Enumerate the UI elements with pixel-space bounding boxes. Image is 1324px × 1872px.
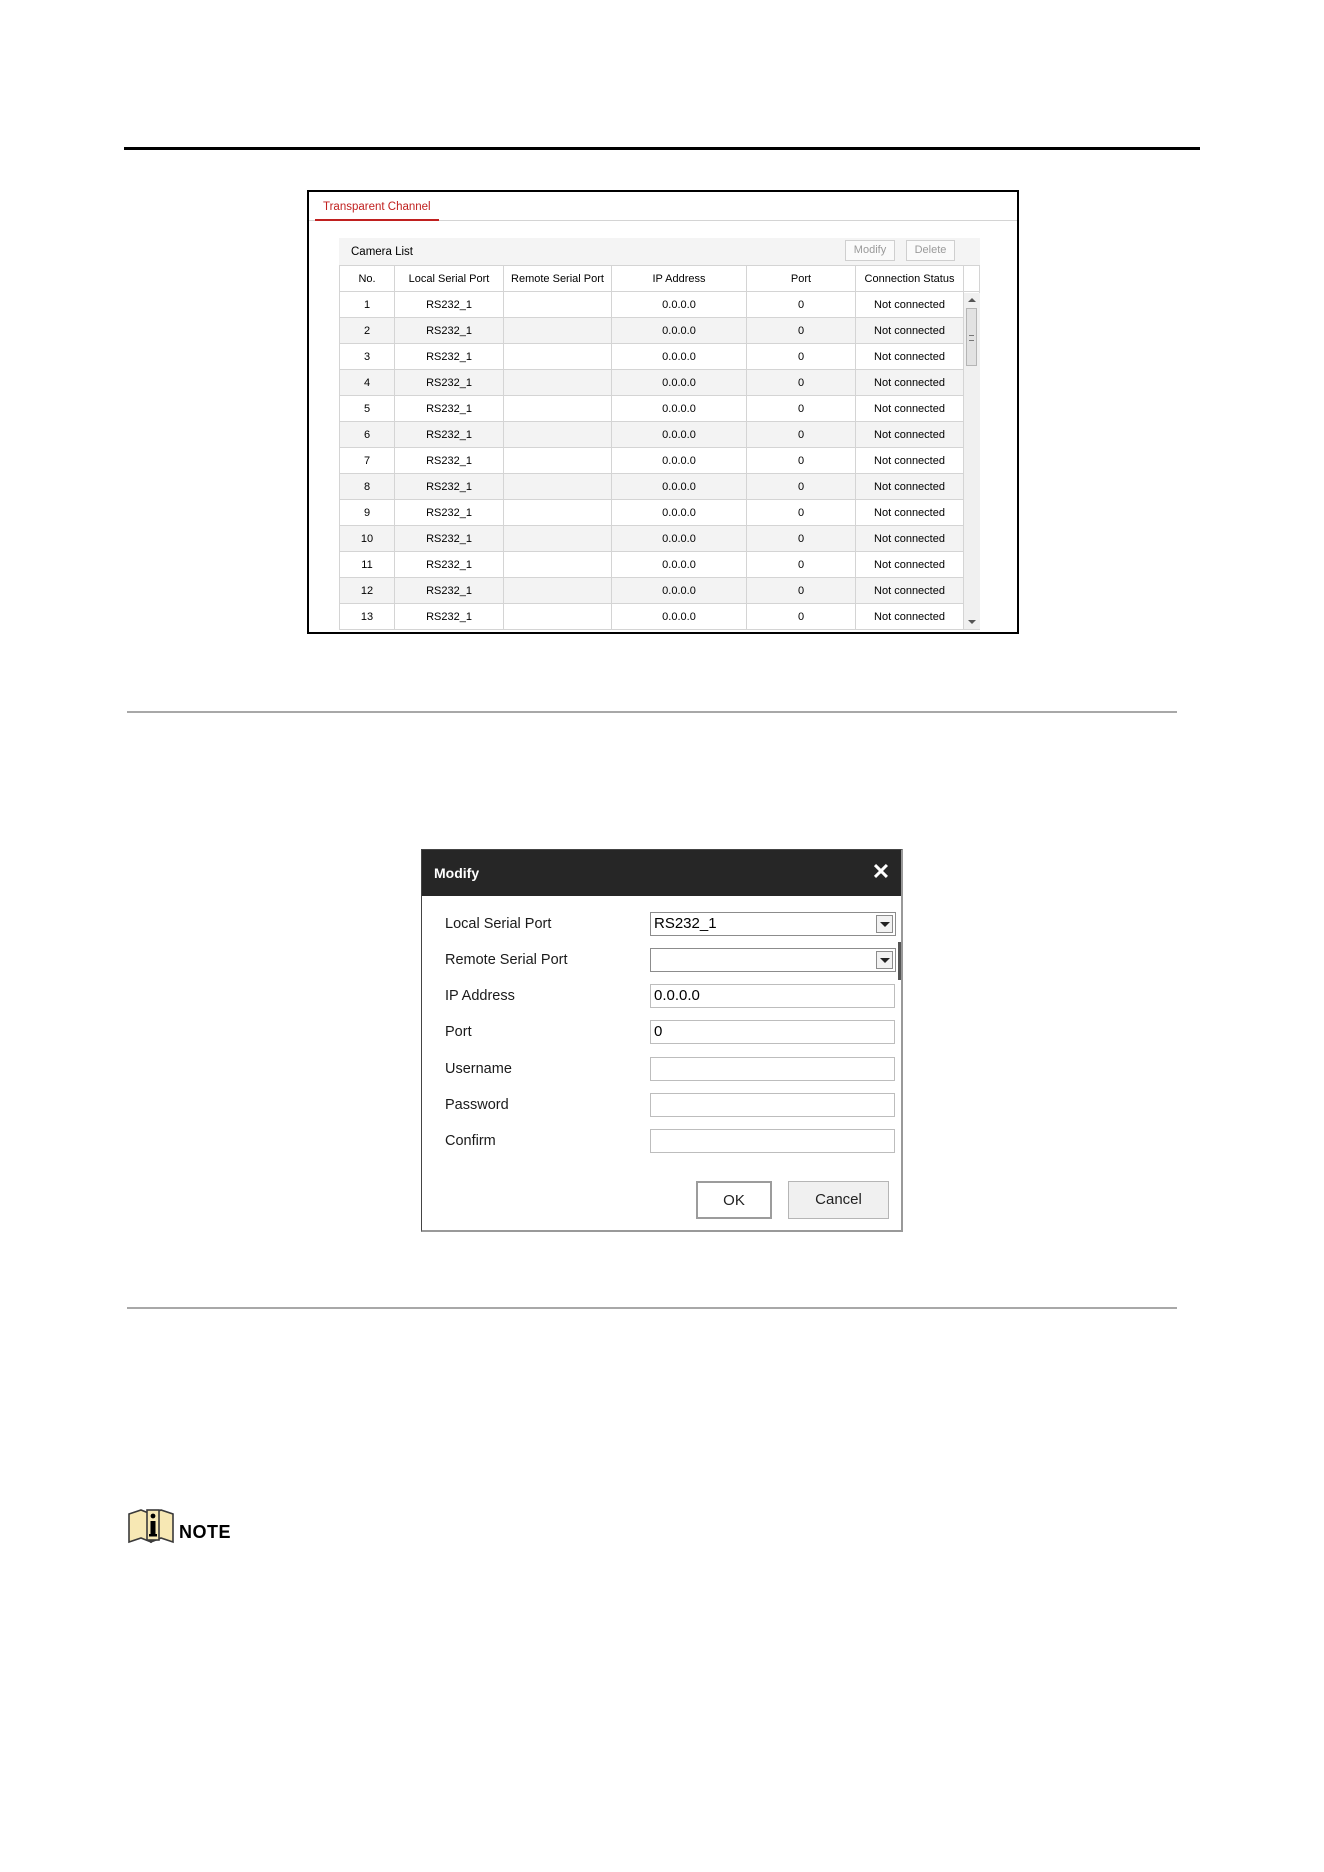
cell-local-serial-port: RS232_1 (395, 344, 504, 370)
cell-port: 0 (747, 396, 856, 422)
cell-remote-serial-port (504, 344, 612, 370)
port-input[interactable]: 0 (650, 1020, 895, 1044)
cell-connection-status: Not connected (856, 292, 964, 318)
ip-address-label: IP Address (445, 988, 515, 1004)
cell-port: 0 (747, 318, 856, 344)
chevron-down-icon[interactable] (876, 915, 893, 933)
cell-ip-address: 0.0.0.0 (612, 318, 747, 344)
table-row[interactable] (340, 370, 980, 396)
confirm-row (445, 1129, 885, 1155)
cell-connection-status: Not connected (856, 578, 964, 604)
username-label: Username (445, 1061, 512, 1077)
cell-no: 3 (340, 344, 395, 370)
cell-ip-address: 0.0.0.0 (612, 526, 747, 552)
cell-connection-status: Not connected (856, 500, 964, 526)
table-scrollbar[interactable] (963, 293, 980, 629)
cell-connection-status: Not connected (856, 526, 964, 552)
column-header-ip-address[interactable]: IP Address (612, 266, 747, 292)
scroll-down-icon[interactable] (968, 620, 976, 624)
table-row[interactable] (340, 604, 980, 630)
table-row[interactable] (340, 578, 980, 604)
table-row[interactable] (340, 500, 980, 526)
cell-remote-serial-port (504, 604, 612, 630)
cell-ip-address: 0.0.0.0 (612, 344, 747, 370)
ok-button[interactable]: OK (696, 1181, 772, 1219)
port-row (445, 1020, 885, 1046)
cell-no: 1 (340, 292, 395, 318)
chevron-down-icon[interactable] (876, 951, 893, 969)
cell-port: 0 (747, 422, 856, 448)
table-row[interactable] (340, 552, 980, 578)
camera-list-table (339, 265, 980, 630)
cell-remote-serial-port (504, 552, 612, 578)
cell-ip-address: 0.0.0.0 (612, 552, 747, 578)
cell-no: 2 (340, 318, 395, 344)
table-row[interactable] (340, 318, 980, 344)
cell-remote-serial-port (504, 422, 612, 448)
cell-local-serial-port: RS232_1 (395, 526, 504, 552)
cell-no: 9 (340, 500, 395, 526)
cell-ip-address: 0.0.0.0 (612, 370, 747, 396)
cell-connection-status: Not connected (856, 552, 964, 578)
cell-remote-serial-port (504, 578, 612, 604)
confirm-label: Confirm (445, 1133, 496, 1149)
cell-remote-serial-port (504, 396, 612, 422)
dialog-header (422, 850, 901, 896)
close-icon[interactable]: ✕ (871, 859, 891, 884)
grip-icon (969, 335, 974, 341)
cell-port: 0 (747, 500, 856, 526)
cell-connection-status: Not connected (856, 344, 964, 370)
camera-list-panel (339, 238, 980, 630)
cell-remote-serial-port (504, 500, 612, 526)
cell-ip-address: 0.0.0.0 (612, 448, 747, 474)
cell-local-serial-port: RS232_1 (395, 370, 504, 396)
cell-local-serial-port: RS232_1 (395, 318, 504, 344)
column-header-port[interactable]: Port (747, 266, 856, 292)
cell-no: 5 (340, 396, 395, 422)
confirm-input[interactable] (650, 1129, 895, 1153)
cell-port: 0 (747, 474, 856, 500)
scroll-up-icon[interactable] (968, 298, 976, 302)
cell-no: 4 (340, 370, 395, 396)
tab-transparent-channel[interactable]: Transparent Channel (315, 198, 439, 221)
cell-local-serial-port: RS232_1 (395, 500, 504, 526)
username-row (445, 1057, 885, 1083)
table-row[interactable] (340, 344, 980, 370)
info-book-icon (127, 1508, 177, 1544)
cell-port: 0 (747, 578, 856, 604)
cell-remote-serial-port (504, 292, 612, 318)
cell-local-serial-port: RS232_1 (395, 448, 504, 474)
port-label: Port (445, 1024, 472, 1040)
ip-address-row (445, 984, 885, 1010)
cancel-button[interactable]: Cancel (788, 1181, 889, 1219)
cell-ip-address: 0.0.0.0 (612, 474, 747, 500)
section-divider (127, 1307, 1177, 1309)
cell-no: 13 (340, 604, 395, 630)
scroll-thumb[interactable] (966, 308, 977, 366)
cell-ip-address: 0.0.0.0 (612, 500, 747, 526)
cell-local-serial-port: RS232_1 (395, 474, 504, 500)
table-header-row (340, 266, 980, 292)
cell-port: 0 (747, 448, 856, 474)
cell-local-serial-port: RS232_1 (395, 578, 504, 604)
cell-no: 7 (340, 448, 395, 474)
cell-no: 11 (340, 552, 395, 578)
delete-button[interactable]: Delete (906, 240, 955, 261)
cell-ip-address: 0.0.0.0 (612, 604, 747, 630)
column-header-spacer (964, 266, 980, 292)
remote-serial-port-label: Remote Serial Port (445, 952, 568, 968)
cell-local-serial-port: RS232_1 (395, 292, 504, 318)
cell-remote-serial-port (504, 370, 612, 396)
cell-local-serial-port: RS232_1 (395, 396, 504, 422)
cell-ip-address: 0.0.0.0 (612, 578, 747, 604)
cell-no: 6 (340, 422, 395, 448)
dialog-edge-strip (898, 942, 901, 980)
local-serial-port-label: Local Serial Port (445, 916, 552, 932)
modify-button[interactable]: Modify (845, 240, 895, 261)
column-header-local-serial-port[interactable]: Local Serial Port (395, 266, 504, 292)
cell-port: 0 (747, 526, 856, 552)
cell-connection-status: Not connected (856, 318, 964, 344)
table-row[interactable] (340, 526, 980, 552)
cell-no: 12 (340, 578, 395, 604)
cell-connection-status: Not connected (856, 448, 964, 474)
cell-no: 10 (340, 526, 395, 552)
cell-local-serial-port: RS232_1 (395, 552, 504, 578)
column-header-remote-serial-port[interactable]: Remote Serial Port (504, 266, 612, 292)
camera-list-body (340, 292, 980, 630)
cell-port: 0 (747, 344, 856, 370)
username-input[interactable] (650, 1057, 895, 1081)
cell-remote-serial-port (504, 474, 612, 500)
cell-remote-serial-port (504, 318, 612, 344)
header-rule (124, 147, 1200, 150)
column-header-no[interactable]: No. (340, 266, 395, 292)
cell-remote-serial-port (504, 526, 612, 552)
cell-port: 0 (747, 370, 856, 396)
ip-address-input[interactable]: 0.0.0.0 (650, 984, 895, 1008)
cell-connection-status: Not connected (856, 370, 964, 396)
transparent-channel-screenshot (307, 190, 1019, 634)
local-serial-port-row (445, 912, 885, 938)
password-row (445, 1093, 885, 1119)
cell-port: 0 (747, 292, 856, 318)
cell-connection-status: Not connected (856, 396, 964, 422)
password-input[interactable] (650, 1093, 895, 1117)
camera-list-title: Camera List (351, 246, 413, 258)
cell-port: 0 (747, 552, 856, 578)
cell-ip-address: 0.0.0.0 (612, 422, 747, 448)
password-label: Password (445, 1097, 509, 1113)
cell-ip-address: 0.0.0.0 (612, 396, 747, 422)
tab-bar (309, 192, 1017, 221)
table-row[interactable] (340, 422, 980, 448)
note-label: NOTE (179, 1522, 232, 1542)
remote-serial-port-select[interactable] (650, 948, 896, 972)
cell-local-serial-port: RS232_1 (395, 604, 504, 630)
cell-no: 8 (340, 474, 395, 500)
local-serial-port-select[interactable] (650, 912, 896, 936)
cell-connection-status: Not connected (856, 422, 964, 448)
cell-remote-serial-port (504, 448, 612, 474)
cell-local-serial-port: RS232_1 (395, 422, 504, 448)
table-row[interactable] (340, 448, 980, 474)
table-row[interactable] (340, 474, 980, 500)
remote-serial-port-row (445, 948, 885, 974)
column-header-connection-status[interactable]: Connection Status (856, 266, 964, 292)
table-row[interactable] (340, 292, 980, 318)
cell-ip-address: 0.0.0.0 (612, 292, 747, 318)
section-divider (127, 711, 1177, 713)
cell-port: 0 (747, 604, 856, 630)
modify-dialog (421, 849, 903, 1232)
table-row[interactable] (340, 396, 980, 422)
cell-connection-status: Not connected (856, 604, 964, 630)
local-serial-port-value: RS232_1 (654, 915, 717, 932)
cell-connection-status: Not connected (856, 474, 964, 500)
dialog-title: Modify (434, 865, 480, 881)
